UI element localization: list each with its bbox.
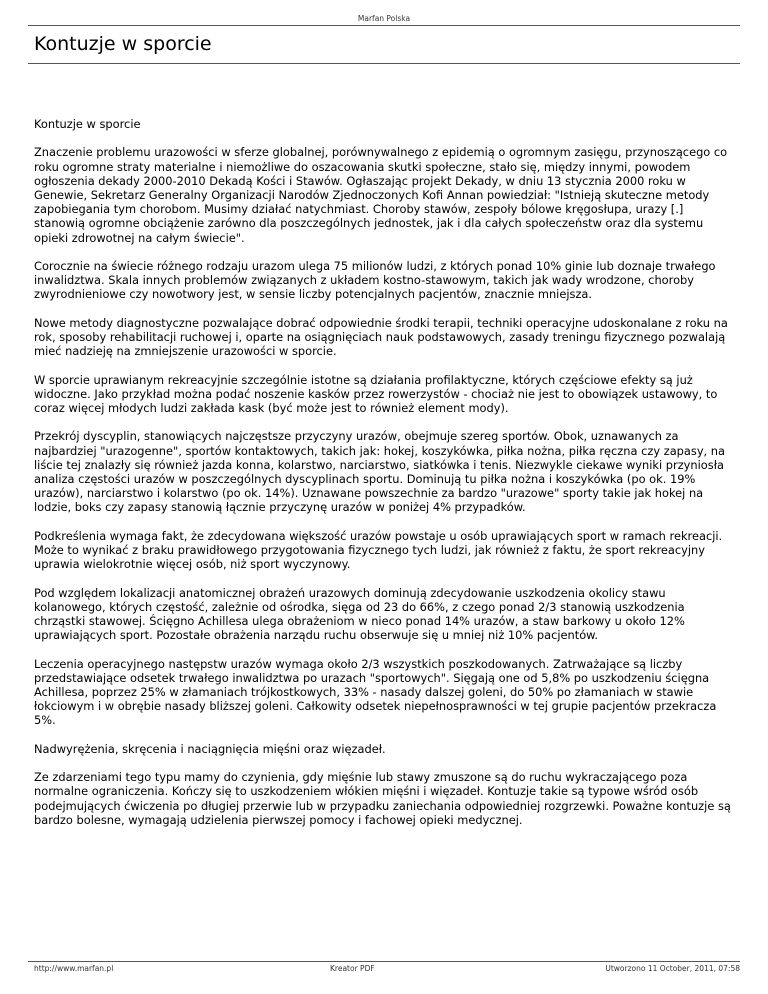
header-divider [28,25,740,26]
paragraph: W sporcie uprawianym rekreacyjnie szczególnie istotne są działania profilaktyczne, których częściowe efekty są już widoczne. Jako przykład można podać noszenie kasków przez rowerzystów - chociaż nie jest to obowiązek ustawowy, to coraz więcej młodych ludzi zakłada kask (być może jest to również element mody). [34,372,718,415]
footer-creator: Kreator PDF [330,964,375,973]
footer-created-date: Utworzono 11 October, 2011, 07:58 [605,964,740,973]
footer-divider [28,961,740,962]
paragraph: Podkreślenia wymaga fakt, że zdecydowana większość urazów powstaje u osób uprawiających sport w ramach rekreacji. Może to wynikać z braku prawidłowego przygotowania fizycznego tych ludzi, jak również z faktu, że sport rekreacyjny uprawia wielokrotnie więcej osób, niż sport wyczynowy. [34,528,723,572]
paragraph: Przekrój dyscyplin, stanowiących najczęstsze przyczyny urazów, obejmuje szereg sportów. Obok, uznawanych za najbardziej "urazogenne", sportów kontaktowych, takich jak: hokej, koszykówka, piłka nożna, piłka ręczna czy zapasy, na liście tej znalazły się również jazda konna, kolarstwo, narciarstwo, siatkówka i tenis. Niezwykle ciekawe wyniki przyniosła analiza częstości urazów w poszczególnych dyscyplinach sportu. Dominują tu piłka nożna i koszykówka (po ok. 19% urazów), narciarstwo i kolarstwo (po ok. 14%). Uznawane powszechnie za bardzo "urazowe" sporty takie jak hokej na lodzie, boks czy zapasy stanowią łącznie przyczynę urazów w poniżej 4% przypadków. [34,429,726,515]
paragraph: Znaczenie problemu urazowości w sferze globalnej, porównywalnego z epidemią o ogromnym zasięgu, przynoszącego co roku ogromne straty materialne i niemożliwe do oszacowania skutki społeczne, stało się, między innymi, powodem ogłoszenia dekady 2000-2010 Dekadą Kości i Stawów. Ogłaszając projekt Dekady, w dniu 13 stycznia 2000 roku w Genewie, Sekretarz Generalny Organizacji Narodów Zjednoczonych Kofi Annan powiedział: "Istnieją skuteczne metody zapobiegania tym chorobom. Musimy działać natychmiast. Choroby stawów, zespoły bólowe kręgosłupa, urazy [.] stanowią ogromne obciążenie zarówno dla poszczególnych jednostek, jak i dla całych społeczeństw oraz dla systemu opieki zdrowotnej na całym świecie". [34,145,728,245]
title-divider [28,63,740,64]
paragraph: Nowe metody diagnostyczne pozwalające dobrać odpowiednie środki terapii, techniki operacyjne udoskonalane z roku na rok, sposoby rehabilitacji ruchowej i, oparte na osiągnięciach nauk podstawowych, zasady treningu fizycznego pozwalają mieć nadzieję na zmniejszenie urazowości w sporcie. [34,315,728,359]
article-body [34,117,734,841]
paragraph: Pod względem lokalizacji anatomicznej obrażeń urazowych dominują zdecydowanie uszkodzenia okolicy stawu kolanowego, których częstość, zależnie od ośrodka, sięga od 23 do 66%, z czego ponad 2/3 stanowią uszkodzenia chrząstki stawowej. Ścięgno Achillesa ulega obrażeniom w nieco ponad 14% urazów, a staw barkowy u około 12% uprawiających sport. Pozostałe obrażenia narządu ruchu obserwuje się u mniej niż 10% pacjentów. [34,585,685,643]
footer-url-link[interactable]: http://www.marfan.pl [34,964,114,973]
article-subtitle: Kontuzje w sporcie [34,117,141,131]
paragraph: Corocznie na świecie różnego rodzaju urazom ulega 75 milionów ludzi, z których ponad 10% ginie lub doznaje trwałego inwalidztwa. Skala innych problemów związanych z układem kostno-stawowym, takich jak wady wrodzone, choroby zwyrodnieniowe czy nowotwory jest, w sensie liczby potencjalnych pacjentów, znacznie mniejsza. [34,259,716,302]
page-title: Kontuzje w sporcie [34,33,212,55]
site-name: Marfan Polska [357,14,411,23]
section-heading: Nadwyrężenia, skręcenia i naciągnięcia mięśni oraz więzadeł. [34,741,386,756]
paragraph: Ze zdarzeniami tego typu mamy do czynienia, gdy mięśnie lub stawy zmuszone są do ruchu wykraczającego poza normalne ograniczenia. Kończy się to uszkodzeniem włókien mięśni i więzadeł. Kontuzje takie są typowe wśród osób podejmujących ćwiczenia po długiej przerwie lub w przypadku zaniechania odpowiedniej rozgrzewki. Poważne kontuzje są bardzo bolesne, wymagają udzielenia pierwszej pomocy i fachowej opieki medycznej. [34,770,731,827]
paragraph: Leczenia operacyjnego następstw urazów wymaga około 2/3 wszystkich poszkodowanych. Zatrważające są liczby przedstawiające odsetek trwałego inwalidztwa po urazach "sportowych". Sięgają one od 5,8% po uszkodzeniu ścięgna Achillesa, poprzez 25% w złamaniach trójkostkowych, 33% - nasady dalszej goleni, do 50% po złamaniach w stawie łokciowym i w obrębie nasady bliższej goleni. Całkowity odsetek niepełnosprawności w tej grupie pacjentów przekracza 5%. [34,656,717,728]
